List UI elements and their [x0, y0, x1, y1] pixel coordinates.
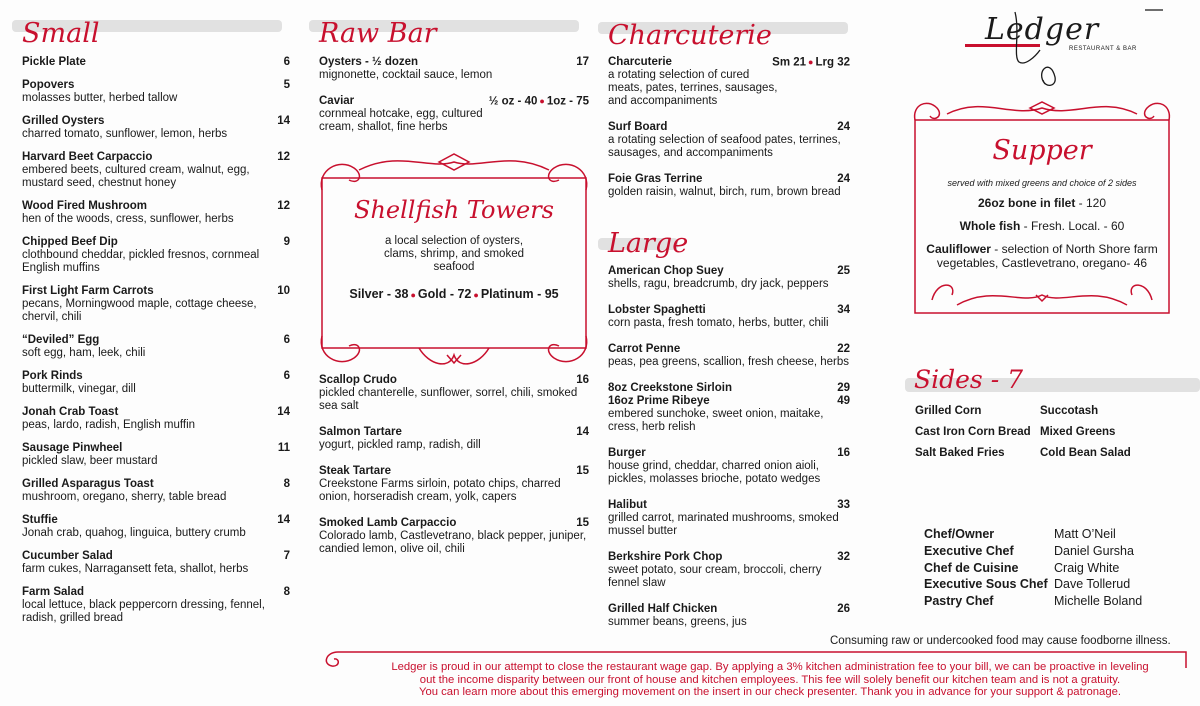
wage-gap-notice: [350, 661, 1190, 699]
item-name: First Light Farm Carrots: [22, 285, 154, 297]
staff-person: Dave Tollerud: [1054, 577, 1131, 591]
item-desc: house grind, cheddar, charred onion aioli, pickles, molasses brioche, potato wedges: [608, 460, 821, 485]
logo: [965, 0, 1175, 90]
staff-person: Matt O’Neil: [1054, 527, 1116, 541]
item-name: Grilled Asparagus Toast: [22, 478, 154, 490]
notice-line-1: Ledger is proud in our attempt to close the restaurant wage gap. By applying a 3% kitchen administration fee to your bill, we can be proactive in leveling: [391, 661, 1149, 673]
raw-bar-top-items: [319, 56, 589, 134]
item-desc: summer beans, greens, jus: [608, 616, 747, 628]
menu-item: [608, 265, 850, 291]
item-desc: a rotating selection of seafood pates, terrines, sausages, and accompaniments: [608, 134, 841, 159]
item-price: 10: [277, 285, 290, 297]
item-name: Oysters - ½ dozen: [319, 56, 419, 68]
item-price: 8: [283, 586, 290, 598]
side-item: Grilled Corn: [915, 405, 982, 417]
charcuterie-column: [608, 0, 850, 628]
item-price: 14: [277, 406, 290, 418]
item-price: 8: [283, 478, 290, 490]
item-name: American Chop Suey: [608, 265, 724, 277]
menu-item: [608, 56, 850, 108]
staff-role: Chef/Owner: [924, 527, 995, 541]
item-price: 6: [283, 56, 290, 68]
item-price: 11: [277, 442, 290, 454]
sides-heading: Sides - 7: [914, 365, 1023, 394]
supper-item-name: Whole fish: [959, 219, 1021, 233]
staff-role: Executive Chef: [924, 544, 1014, 558]
item-name: Steak Tartare: [319, 465, 392, 477]
item-price: 16: [576, 374, 589, 386]
menu-item: [319, 517, 589, 556]
menu-item: [319, 56, 589, 82]
item-desc: mushroom, oregano, sherry, table bread: [22, 491, 227, 503]
menu-item: [608, 343, 850, 369]
item-name: 8oz Creekstone Sirloin: [608, 382, 732, 394]
side-item: Cast Iron Corn Bread: [915, 426, 1031, 438]
item-desc: local lettuce, black peppercorn dressing, fennel, radish, grilled bread: [22, 599, 265, 624]
raw-warning: Consuming raw or undercooked food may cause foodborne illness.: [830, 635, 1171, 647]
item-price: 6: [283, 334, 290, 346]
staff-person: Craig White: [1054, 561, 1120, 575]
item-price: 29: [837, 382, 850, 394]
raw-bar-bottom-items: [319, 374, 589, 569]
item-name: Scallop Crudo: [319, 374, 397, 386]
separator-dot: ●: [410, 289, 416, 300]
item-name: Burger: [608, 447, 646, 459]
item-name: Surf Board: [608, 121, 668, 133]
menu-item: [22, 56, 290, 69]
towers-prices: [319, 287, 589, 301]
menu-item: [608, 551, 850, 590]
menu-item: [608, 447, 850, 486]
item-name: Popovers: [22, 79, 75, 91]
item-desc: golden raisin, walnut, birch, rum, brown bread: [608, 186, 841, 198]
menu-item: [22, 200, 290, 226]
menu-item: [22, 370, 290, 396]
item-name: Smoked Lamb Carpaccio: [319, 517, 457, 529]
item-desc: mignonette, cocktail sauce, lemon: [319, 69, 493, 81]
item-name: Farm Salad: [22, 586, 84, 598]
item-name: Stuffie: [22, 514, 58, 526]
tier-gold: Gold - 72: [417, 287, 472, 301]
charcuterie-items: [608, 56, 850, 199]
small-heading: Small: [22, 18, 100, 49]
supper-item-2: [915, 219, 1169, 233]
towers-title: Shellfish Towers: [354, 196, 554, 224]
towers-desc: a local selection of oysters, clams, shrimp, and smoked seafood: [384, 235, 524, 273]
menu-item: [22, 236, 290, 275]
separator-dot: ●: [473, 289, 479, 300]
tier-platinum: Platinum - 95: [480, 287, 559, 301]
staff-role: Chef de Cuisine: [924, 561, 1019, 575]
supper-item-name: Cauliflower: [926, 242, 991, 256]
item-name: 16oz Prime Ribeye: [608, 395, 710, 407]
item-price: [772, 56, 850, 70]
item-price: 49: [837, 395, 850, 407]
supper-heading: Supper: [992, 135, 1092, 166]
item-desc: pecans, Morningwood maple, cottage cheese, chervil, chili: [22, 298, 257, 323]
side-item: Mixed Greens: [1040, 426, 1116, 438]
item-price: 25: [837, 265, 850, 277]
menu-item: [319, 426, 589, 452]
side-item: Salt Baked Fries: [915, 447, 1005, 459]
item-price: 33: [837, 499, 850, 511]
side-item: Succotash: [1040, 405, 1099, 417]
item-desc: Creekstone Farms sirloin, potato chips, charred onion, horseradish cream, yolk, capers: [319, 478, 561, 503]
logo-tagline: RESTAURANT & BAR: [1069, 46, 1137, 52]
item-desc: pickled chanterelle, sunflower, sorrel, chili, smoked sea salt: [319, 387, 578, 412]
menu-item: [22, 334, 290, 360]
side-item: Cold Bean Salad: [1040, 447, 1131, 459]
supper-item-3: [915, 242, 1169, 270]
tier-silver: Silver - 38: [349, 287, 409, 301]
item-price: 17: [576, 56, 589, 68]
item-price: 26: [837, 603, 850, 615]
item-name: Carrot Penne: [608, 343, 681, 355]
item-price: 24: [837, 121, 850, 133]
menu-item: [22, 285, 290, 324]
item-price: 15: [576, 465, 589, 477]
item-price: 14: [576, 426, 589, 438]
item-price: 12: [277, 200, 290, 212]
menu-item: [319, 465, 589, 504]
item-desc: peas, pea greens, scallion, fresh cheese, herbs: [608, 356, 850, 368]
supper-item-rest: - Fresh. Local. - 60: [1020, 219, 1125, 233]
large-heading: Large: [608, 228, 689, 259]
item-price: 5: [283, 79, 290, 91]
item-desc: Jonah crab, quahog, linguica, buttery crumb: [22, 527, 246, 539]
item-desc: a rotating selection of cured meats, pates, terrines, sausages, and accompaniments: [608, 69, 778, 107]
supper-note: served with mixed greens and choice of 2 sides: [947, 178, 1137, 188]
item-desc: cornmeal hotcake, egg, cultured cream, shallot, fine herbs: [319, 108, 483, 133]
supper-item-rest: - selection of North Shore farm vegetables, Castlevetrano, oregano- 46: [936, 242, 1158, 270]
menu-item: [22, 550, 290, 576]
small-column: [22, 0, 290, 635]
item-desc: clothbound cheddar, pickled fresnos, cornmeal English muffins: [22, 249, 260, 274]
menu-item: [22, 586, 290, 625]
item-desc: peas, lardo, radish, English muffin: [22, 419, 196, 431]
towers-box: [319, 195, 589, 301]
separator-dot: ●: [539, 96, 545, 106]
item-price: 34: [837, 304, 850, 316]
item-desc: sweet potato, sour cream, broccoli, cherry fennel slaw: [608, 564, 822, 589]
item-desc: yogurt, pickled ramp, radish, dill: [319, 439, 481, 451]
logo-name: Ledger: [985, 12, 1100, 47]
supper-item-rest: - 120: [1075, 196, 1107, 210]
menu-item: [608, 603, 850, 629]
staff-person: Michelle Boland: [1054, 594, 1143, 608]
item-desc: embered sunchoke, sweet onion, maitake, cress, herb relish: [608, 408, 824, 433]
staff-role: Executive Sous Chef: [924, 577, 1048, 591]
item-price: 15: [576, 517, 589, 529]
raw-bar-column: [319, 0, 589, 555]
menu-item: [608, 173, 850, 199]
charcuterie-heading: Charcuterie: [608, 20, 772, 51]
menu-item: [22, 406, 290, 432]
item-desc: molasses butter, herbed tallow: [22, 92, 178, 104]
item-price: 32: [837, 551, 850, 563]
item-name: Wood Fired Mushroom: [22, 200, 148, 212]
item-price: 14: [277, 115, 290, 127]
item-name: Halibut: [608, 499, 647, 511]
item-desc: embered beets, cultured cream, walnut, egg, mustard seed, chestnut honey: [22, 164, 250, 189]
menu-item: [608, 499, 850, 538]
item-price: 6: [283, 370, 290, 382]
menu-item: [608, 304, 850, 330]
supper-item-1: [915, 196, 1169, 210]
item-name: Lobster Spaghetti: [608, 304, 706, 316]
menu-item: [319, 374, 589, 413]
item-desc: hen of the woods, cress, sunflower, herbs: [22, 213, 234, 225]
menu-item: [608, 121, 850, 160]
price-half-oz: ½ oz - 40: [488, 95, 538, 108]
item-name: Sausage Pinwheel: [22, 442, 123, 454]
item-name: Jonah Crab Toast: [22, 406, 119, 418]
supper-box: [915, 135, 1169, 270]
menu-item-steaks: [608, 382, 850, 434]
item-name: Foie Gras Terrine: [608, 173, 703, 185]
price-large: Lrg 32: [815, 56, 850, 69]
item-name: Berkshire Pork Chop: [608, 551, 723, 563]
item-desc: farm cukes, Narragansett feta, shallot, herbs: [22, 563, 249, 575]
item-price: 9: [283, 236, 290, 248]
menu-item: [22, 442, 290, 468]
item-name: Salmon Tartare: [319, 426, 402, 438]
item-desc: charred tomato, sunflower, lemon, herbs: [22, 128, 228, 140]
price-small: Sm 21: [772, 56, 807, 69]
menu-item: [22, 514, 290, 540]
item-name: Caviar: [319, 95, 355, 107]
menu-item: [319, 95, 589, 134]
menu-item: [22, 478, 290, 504]
item-price: 7: [283, 550, 290, 562]
supper-item-name: 26oz bone in filet: [977, 196, 1076, 210]
item-price: 24: [837, 173, 850, 185]
item-name: Chipped Beef Dip: [22, 236, 118, 248]
item-name: Charcuterie: [608, 56, 672, 68]
large-items: [608, 265, 850, 642]
item-name: Cucumber Salad: [22, 550, 113, 562]
item-name: Grilled Half Chicken: [608, 603, 718, 615]
notice-line-3: You can learn more about this emerging movement on the insert in our check presenter. Thank you in advance for your support & patronage.: [418, 686, 1122, 698]
item-desc: soft egg, ham, leek, chili: [22, 347, 146, 359]
staff-person: Daniel Gursha: [1054, 544, 1134, 558]
item-name: Grilled Oysters: [22, 115, 105, 127]
item-desc: Colorado lamb, Castlevetrano, black pepper, juniper, candied lemon, olive oil, chili: [319, 530, 587, 555]
menu-item: [22, 115, 290, 141]
small-items: [22, 56, 290, 625]
item-desc: buttermilk, vinegar, dill: [22, 383, 136, 395]
menu-item: [22, 79, 290, 105]
menu-item: [22, 151, 290, 190]
price-one-oz: 1oz - 75: [546, 95, 589, 108]
raw-bar-heading: Raw Bar: [319, 18, 437, 49]
separator-dot: ●: [808, 57, 814, 67]
item-price: 16: [837, 447, 850, 459]
item-name: Harvard Beet Carpaccio: [22, 151, 153, 163]
notice-line-2: out the income disparity between our front of house and kitchen employees. This fee will solely benefit our kitchen team and is not a gratuity.: [419, 673, 1121, 686]
item-name: Pork Rinds: [22, 370, 83, 382]
item-price: 14: [277, 514, 290, 526]
staff-role: Pastry Chef: [924, 594, 994, 608]
item-desc: grilled carrot, marinated mushrooms, smoked mussel butter: [608, 512, 839, 537]
item-price: 22: [837, 343, 850, 355]
item-name: “Deviled” Egg: [22, 334, 100, 346]
item-name: Pickle Plate: [22, 56, 86, 68]
item-desc: pickled slaw, beer mustard: [22, 455, 158, 467]
item-price: [489, 95, 589, 109]
item-price: 12: [277, 151, 290, 163]
item-desc: shells, ragu, breadcrumb, dry jack, peppers: [608, 278, 829, 290]
item-desc: corn pasta, fresh tomato, herbs, butter, chili: [608, 317, 829, 329]
